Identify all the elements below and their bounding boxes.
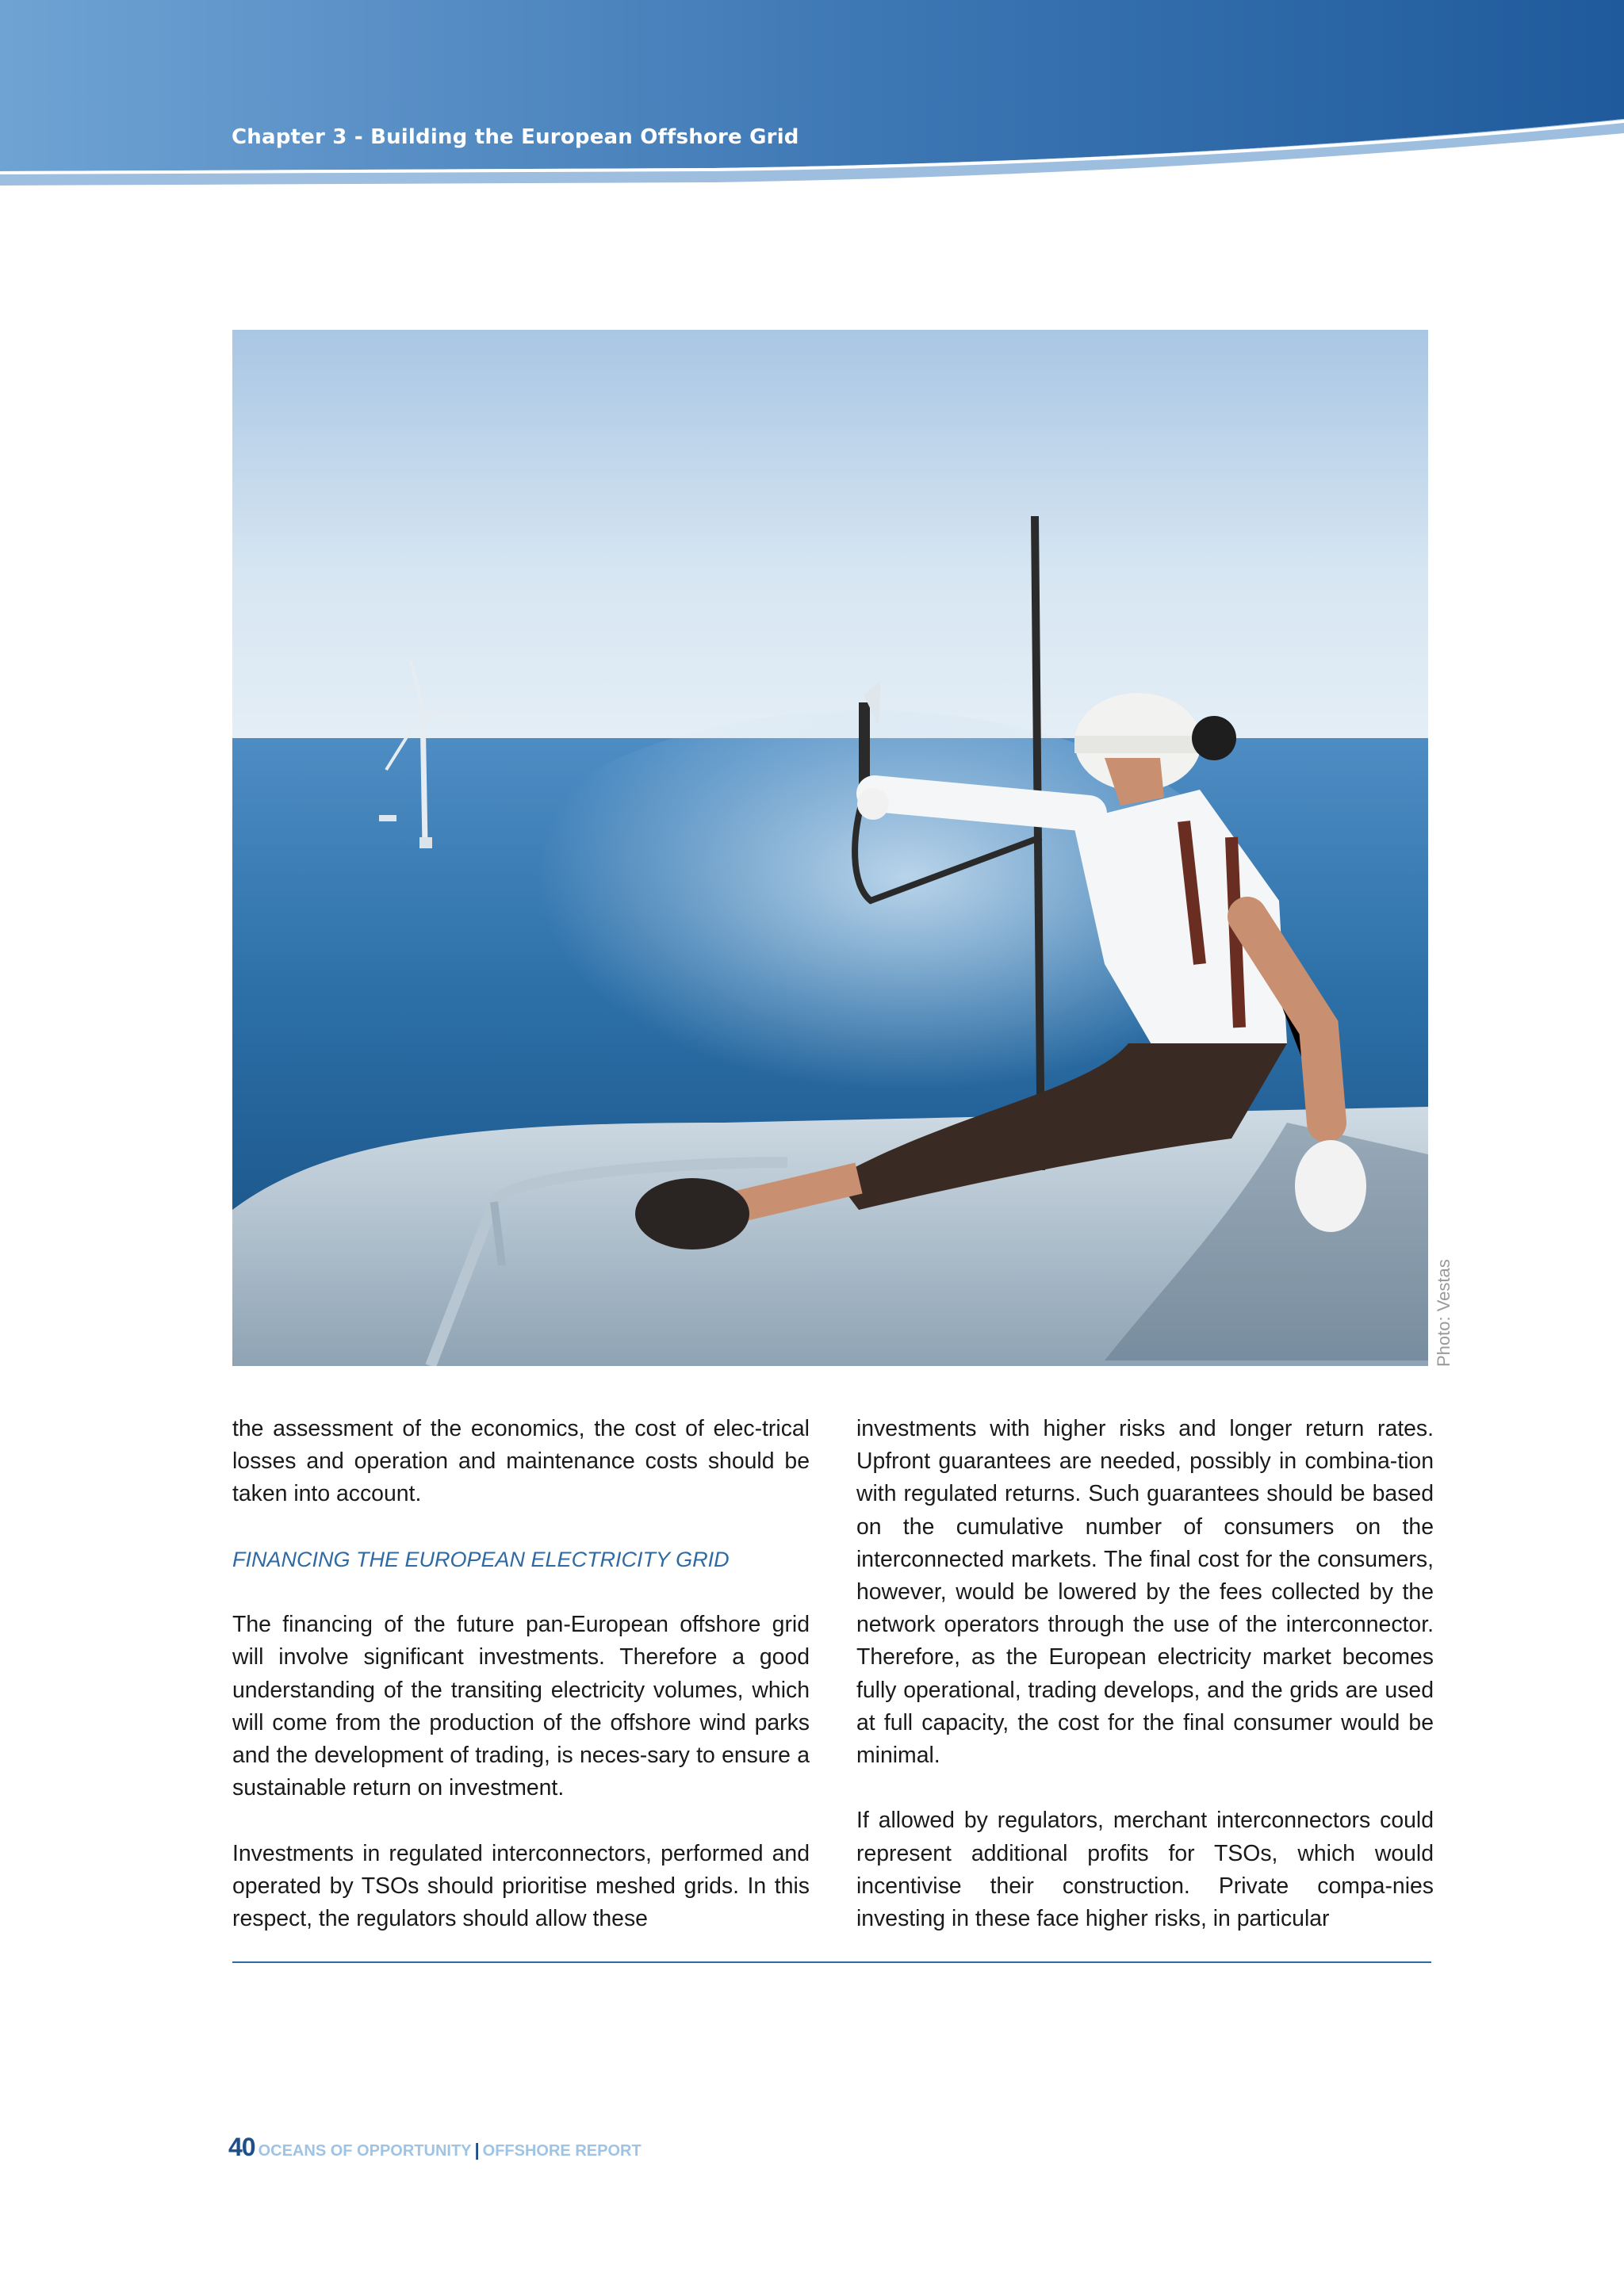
right-column — [856, 1413, 1434, 1968]
left-column — [232, 1413, 810, 1968]
photo-credit: Photo: Vestas — [1434, 1259, 1454, 1367]
left-paragraph-2: The financing of the future pan-European offshore grid will involve significant investments. Therefore a good understanding of the transiting electricity volumes, which will come from the production of the offshore wind parks and the development of trading, is neces-sary to ensure a sustainable return on investment. — [232, 1612, 810, 1801]
report-subtitle: OFFSHORE REPORT — [482, 2142, 642, 2160]
page-number: 40 — [228, 2133, 255, 2161]
page-footer — [228, 2133, 642, 2162]
chapter-title: Chapter 3 - Building the European Offshore Grid — [232, 125, 799, 149]
header-banner — [0, 0, 1624, 198]
section-heading: FINANCING THE EUROPEAN ELECTRICITY GRID — [232, 1547, 730, 1571]
right-paragraph-2: If allowed by regulators, merchant interconnectors could represent additional profits for TSOs, which would incentivise their construction. Private compa-nies investing in these face higher risks, in particular — [856, 1808, 1434, 1932]
offshore-wind-technician-photo — [232, 330, 1428, 1366]
report-name: OCEANS OF OPPORTUNITY — [258, 2142, 472, 2160]
footer-separator: | — [474, 2140, 480, 2160]
left-paragraph-3: Investments in regulated interconnectors, performed and operated by TSOs should prioritise meshed grids. In this respect, the regulators should allow these — [232, 1840, 810, 1931]
bottom-divider — [232, 1961, 1431, 1963]
page-header — [0, 0, 1624, 198]
right-paragraph-1: investments with higher risks and longer return rates. Upfront guarantees are needed, possibly in combina-tion with regulated returns. Such guarantees should be based on the cumulative number of consumers on the interconnected markets. The final cost for the consumers, however, would be lowered by the fees collected by the network operators through the use of the interconnector. Therefore, as the European electricity market becomes fully operational, trading develops, and the grids are used at full capacity, the cost for the final consumer would be minimal. — [856, 1416, 1434, 1769]
left-paragraph-1: the assessment of the economics, the cost of elec-trical losses and operation and maintenance costs should be taken into account. — [232, 1416, 810, 1507]
